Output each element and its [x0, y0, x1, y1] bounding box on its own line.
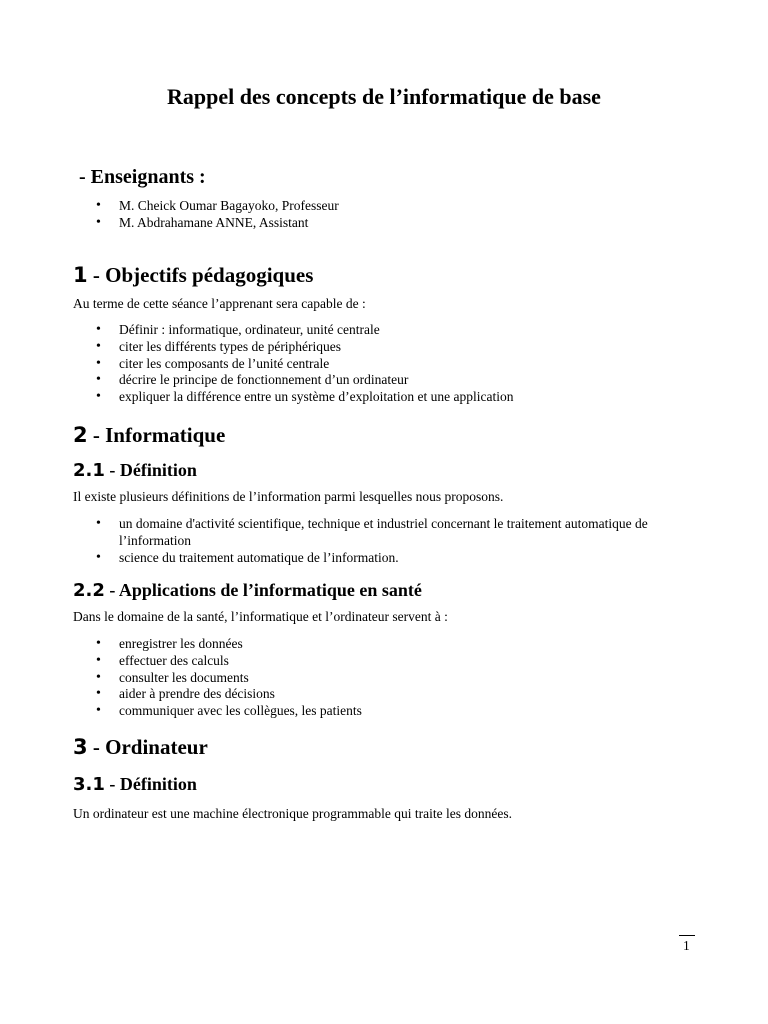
- enseignants-heading: - Enseignants :: [79, 166, 206, 188]
- subsection-number: 3.1: [73, 774, 105, 795]
- ordinateur-definition-text: Un ordinateur est une machine électronique programmable qui traite les données.: [73, 806, 512, 821]
- subsection-heading-applications: [73, 580, 422, 601]
- list-item: • aider à prendre des décisions: [96, 686, 659, 703]
- objectifs-intro: Au terme de cette séance l’apprenant sera capable de :: [73, 296, 366, 311]
- list-item: • consulter les documents: [96, 670, 659, 687]
- list-item: • enregistrer les données: [96, 636, 659, 653]
- subsection-number: 2.2: [73, 580, 105, 601]
- list-item: • science du traitement automatique de l’information.: [96, 550, 659, 567]
- objectifs-list: [96, 322, 659, 406]
- list-item: • expliquer la différence entre un système d’exploitation et une application: [96, 389, 659, 406]
- subsection-title: - Définition: [104, 774, 197, 794]
- applications-list: [96, 636, 659, 720]
- document-title: Rappel des concepts de l’informatique de base: [167, 84, 601, 109]
- section-title: - Ordinateur: [87, 735, 208, 759]
- subsection-title: - Applications de l’informatique en santé: [104, 580, 422, 600]
- list-item: • citer les composants de l’unité centrale: [96, 356, 659, 373]
- section-title: - Informatique: [87, 423, 226, 447]
- section-heading-objectifs: [73, 263, 313, 288]
- section-heading-ordinateur: [73, 735, 208, 760]
- applications-intro: Dans le domaine de la santé, l’informatique et l’ordinateur servent à :: [73, 609, 448, 624]
- section-title: - Objectifs pédagogiques: [87, 263, 314, 287]
- subsection-heading-definition: [73, 460, 197, 481]
- list-item: • décrire le principe de fonctionnement d’un ordinateur: [96, 372, 659, 389]
- definition-list: [96, 516, 659, 566]
- section-number: 2: [73, 423, 88, 447]
- subsection-heading-definition-ordinateur: [73, 774, 197, 795]
- page-number: 1: [683, 938, 690, 953]
- list-item: • effectuer des calculs: [96, 653, 659, 670]
- enseignants-list: [96, 198, 659, 232]
- list-item: • Définir : informatique, ordinateur, unité centrale: [96, 322, 659, 339]
- list-item: • citer les différents types de périphériques: [96, 339, 659, 356]
- section-number: 1: [73, 263, 88, 287]
- definition-intro: Il existe plusieurs définitions de l’information parmi lesquelles nous proposons.: [73, 489, 504, 504]
- section-number: 3: [73, 735, 88, 759]
- footer-rule: [679, 935, 695, 936]
- list-item: • M. Abdrahamane ANNE, Assistant: [96, 215, 659, 232]
- list-item: • communiquer avec les collègues, les patients: [96, 703, 659, 720]
- subsection-number: 2.1: [73, 460, 105, 481]
- section-heading-informatique: [73, 423, 225, 448]
- subsection-title: - Définition: [104, 460, 197, 480]
- list-item: • un domaine d'activité scientifique, technique et industriel concernant le traitement automatique de l’information: [96, 516, 659, 550]
- list-item: • M. Cheick Oumar Bagayoko, Professeur: [96, 198, 659, 215]
